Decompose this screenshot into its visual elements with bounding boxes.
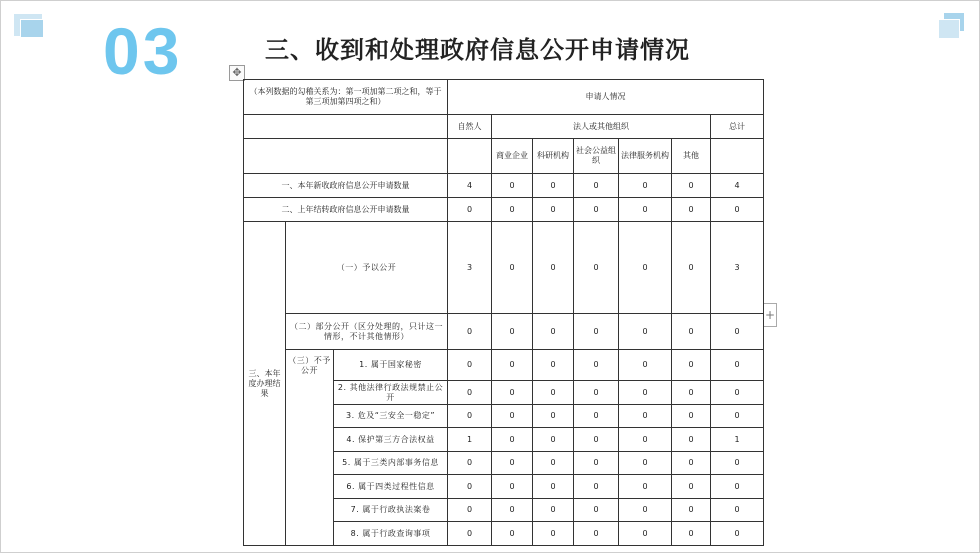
cell: 0 [574, 174, 619, 198]
cell: 0 [533, 499, 574, 522]
cell: 0 [672, 174, 711, 198]
cell: 0 [711, 522, 764, 546]
cell: 0 [711, 452, 764, 475]
table-header-row [244, 80, 764, 115]
header-legal-entities: 法人或其他组织 [492, 115, 711, 139]
cell: 0 [574, 222, 619, 314]
cell: 0 [672, 452, 711, 475]
cell: 0 [711, 314, 764, 350]
cell: 0 [448, 499, 492, 522]
cell: 0 [492, 499, 533, 522]
cell: 0 [672, 428, 711, 452]
cell: 0 [574, 522, 619, 546]
cell: 0 [533, 222, 574, 314]
cell: 0 [672, 314, 711, 350]
cell: 0 [448, 350, 492, 381]
report-table [243, 79, 764, 546]
cell: 0 [711, 350, 764, 381]
cell: 0 [711, 198, 764, 222]
row-label: 2. 其他法律行政法规禁止公开 [334, 381, 448, 405]
section-number: 03 [103, 14, 183, 88]
table-row [244, 222, 764, 314]
row-label: 一、本年新收政府信息公开申请数量 [244, 174, 448, 198]
cell: 0 [574, 198, 619, 222]
header-blank [448, 139, 492, 174]
row-label: 8. 属于行政查询事项 [334, 522, 448, 546]
cell: 0 [533, 452, 574, 475]
row-label: 6. 属于四类过程性信息 [334, 475, 448, 499]
cell: 0 [533, 198, 574, 222]
cell: 0 [448, 475, 492, 499]
row-label: 3. 危及“三安全一稳定” [334, 405, 448, 428]
header-blank [244, 139, 448, 174]
cell: 0 [672, 522, 711, 546]
table-row [244, 350, 764, 381]
add-column-button[interactable]: + [763, 303, 777, 327]
cell: 0 [533, 381, 574, 405]
header-blank [244, 115, 448, 139]
header-blank [711, 139, 764, 174]
cell: 0 [619, 350, 672, 381]
cell: 4 [711, 174, 764, 198]
cell: 0 [533, 405, 574, 428]
cell: 0 [574, 350, 619, 381]
cell: 1 [448, 428, 492, 452]
cell: 0 [492, 222, 533, 314]
cell: 0 [448, 522, 492, 546]
table-header-row [244, 115, 764, 139]
cell: 0 [492, 452, 533, 475]
cell: 1 [711, 428, 764, 452]
header-legal-service: 法律服务机构 [619, 139, 672, 174]
cell: 0 [574, 452, 619, 475]
cell: 0 [574, 314, 619, 350]
row-label: 5. 属于三类内部事务信息 [334, 452, 448, 475]
cell: 0 [448, 452, 492, 475]
header-note: （本列数据的勾稽关系为：第一项加第二项之和，等于第三项加第四项之和） [244, 80, 448, 115]
cell: 0 [492, 350, 533, 381]
cell: 0 [619, 174, 672, 198]
table-move-handle-icon[interactable]: ✥ [229, 65, 245, 81]
cell: 0 [492, 522, 533, 546]
row-label: 1. 属于国家秘密 [334, 350, 448, 381]
row-label: 7. 属于行政执法案卷 [334, 499, 448, 522]
cell: 0 [711, 405, 764, 428]
cell: 4 [448, 174, 492, 198]
cell: 0 [574, 475, 619, 499]
header-other: 其他 [672, 139, 711, 174]
cell: 3 [711, 222, 764, 314]
cell: 0 [574, 499, 619, 522]
cell: 0 [711, 499, 764, 522]
table-row [244, 198, 764, 222]
cell: 0 [533, 428, 574, 452]
group-result-label: 三、本年度办理结果 [244, 222, 286, 546]
row-label: 二、上年结转政府信息公开申请数量 [244, 198, 448, 222]
cell: 0 [448, 198, 492, 222]
cell: 0 [533, 350, 574, 381]
cell: 0 [448, 314, 492, 350]
cell: 0 [619, 499, 672, 522]
header-commercial: 商业企业 [492, 139, 533, 174]
cell: 0 [711, 475, 764, 499]
cell: 0 [619, 428, 672, 452]
corner-decoration-left [14, 14, 44, 38]
cell: 0 [492, 381, 533, 405]
cell: 0 [533, 475, 574, 499]
cell: 0 [492, 405, 533, 428]
cell: 0 [619, 198, 672, 222]
cell: 0 [619, 381, 672, 405]
cell: 0 [711, 381, 764, 405]
cell: 3 [448, 222, 492, 314]
cell: 0 [448, 381, 492, 405]
cell: 0 [672, 499, 711, 522]
row-label: （二）部分公开（区分处理的，只计这一情形，不计其他情形） [286, 314, 448, 350]
cell: 0 [619, 475, 672, 499]
cell: 0 [533, 314, 574, 350]
cell: 0 [619, 452, 672, 475]
cell: 0 [672, 381, 711, 405]
cell: 0 [574, 381, 619, 405]
table-row [244, 174, 764, 198]
cell: 0 [672, 405, 711, 428]
cell: 0 [533, 522, 574, 546]
cell: 0 [619, 405, 672, 428]
group-not-public-label: （三）不予公开 [286, 350, 334, 546]
cell: 0 [672, 350, 711, 381]
header-applicant-info: 申请人情况 [448, 80, 764, 115]
cell: 0 [492, 198, 533, 222]
header-public-welfare: 社会公益组织 [574, 139, 619, 174]
cell: 0 [672, 198, 711, 222]
cell: 0 [672, 475, 711, 499]
cell: 0 [619, 222, 672, 314]
cell: 0 [619, 522, 672, 546]
table-row [244, 314, 764, 350]
header-research: 科研机构 [533, 139, 574, 174]
page-title: 三、收到和处理政府信息公开申请情况 [265, 36, 690, 64]
header-natural-person: 自然人 [448, 115, 492, 139]
row-label: （一）予以公开 [286, 222, 448, 314]
cell: 0 [492, 428, 533, 452]
cell: 0 [448, 405, 492, 428]
cell: 0 [492, 475, 533, 499]
cell: 0 [619, 314, 672, 350]
header-total: 总计 [711, 115, 764, 139]
cell: 0 [574, 428, 619, 452]
row-label: 4. 保护第三方合法权益 [334, 428, 448, 452]
cell: 0 [574, 405, 619, 428]
corner-decoration-right [938, 13, 964, 37]
cell: 0 [492, 174, 533, 198]
cell: 0 [672, 222, 711, 314]
cell: 0 [533, 174, 574, 198]
table-header-row [244, 139, 764, 174]
cell: 0 [492, 314, 533, 350]
